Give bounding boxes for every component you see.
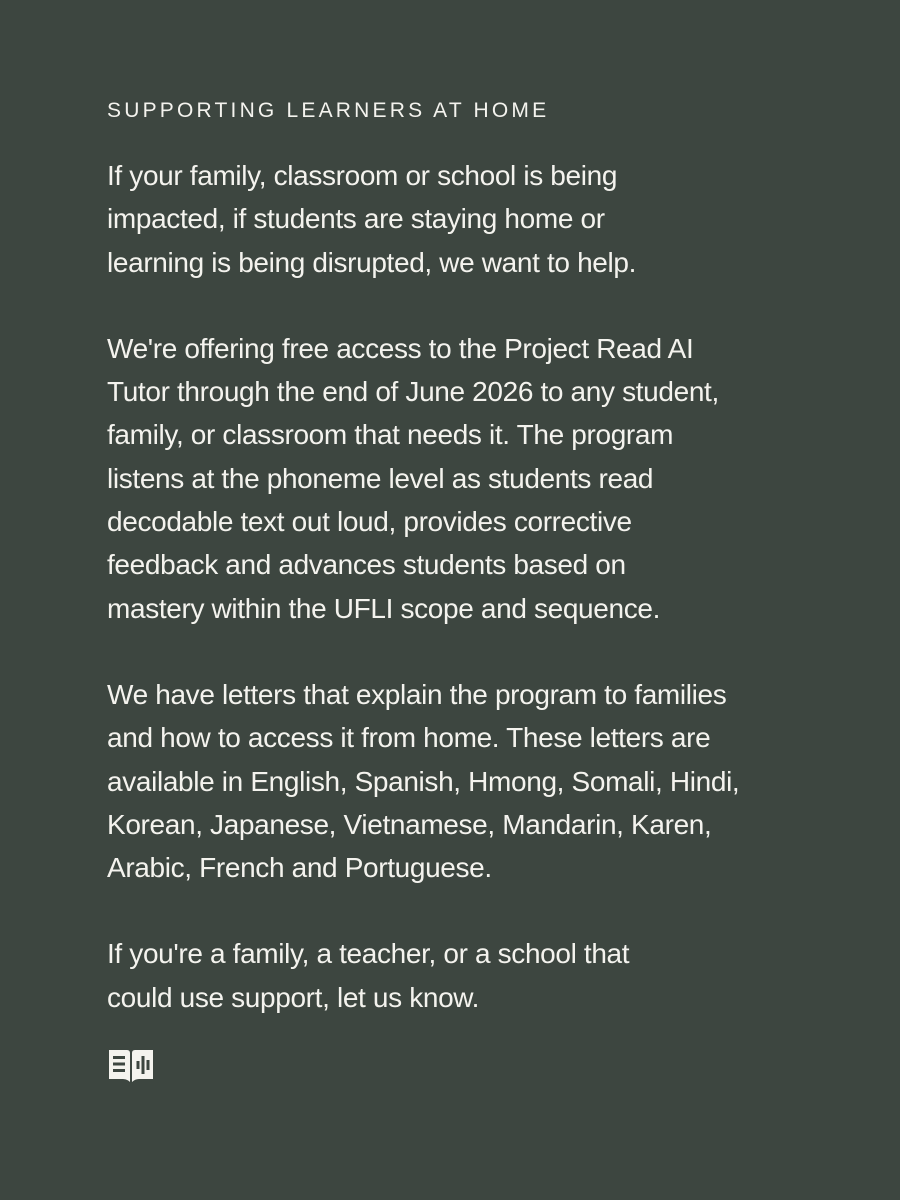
text-line: feedback and advances students based on <box>107 549 626 581</box>
paragraph-offer <box>107 327 807 630</box>
paragraph-letters <box>107 673 807 889</box>
book-audio-icon <box>107 1048 155 1084</box>
text-line: listens at the phoneme level as students read <box>107 462 654 494</box>
paragraph-intro <box>107 154 807 284</box>
section-eyebrow: SUPPORTING LEARNERS AT HOME <box>107 99 550 122</box>
text-line: If you're a family, a teacher, or a school that <box>107 938 630 970</box>
text-line: learning is being disrupted, we want to help. <box>107 246 637 278</box>
text-line: Tutor through the end of June 2026 to any student, <box>107 376 719 408</box>
text-line: decodable text out loud, provides corrective <box>107 506 632 538</box>
text-line: Korean, Japanese, Vietnamese, Mandarin, Karen, <box>107 808 712 840</box>
text-line: available in English, Spanish, Hmong, Somali, Hindi, <box>107 765 740 797</box>
text-line: Arabic, French and Portuguese. <box>107 852 492 884</box>
text-line: family, or classroom that needs it. The program <box>107 419 674 451</box>
content-card <box>107 96 807 1062</box>
text-line: could use support, let us know. <box>107 981 480 1013</box>
text-line: impacted, if students are staying home or <box>107 203 605 235</box>
paragraph-contact <box>107 932 807 1019</box>
text-line: and how to access it from home. These letters are <box>107 722 711 754</box>
text-line: We have letters that explain the program to families <box>107 678 727 710</box>
text-line: We're offering free access to the Project Read AI <box>107 332 694 364</box>
text-line: mastery within the UFLI scope and sequence. <box>107 592 661 624</box>
text-line: If your family, classroom or school is being <box>107 160 618 191</box>
